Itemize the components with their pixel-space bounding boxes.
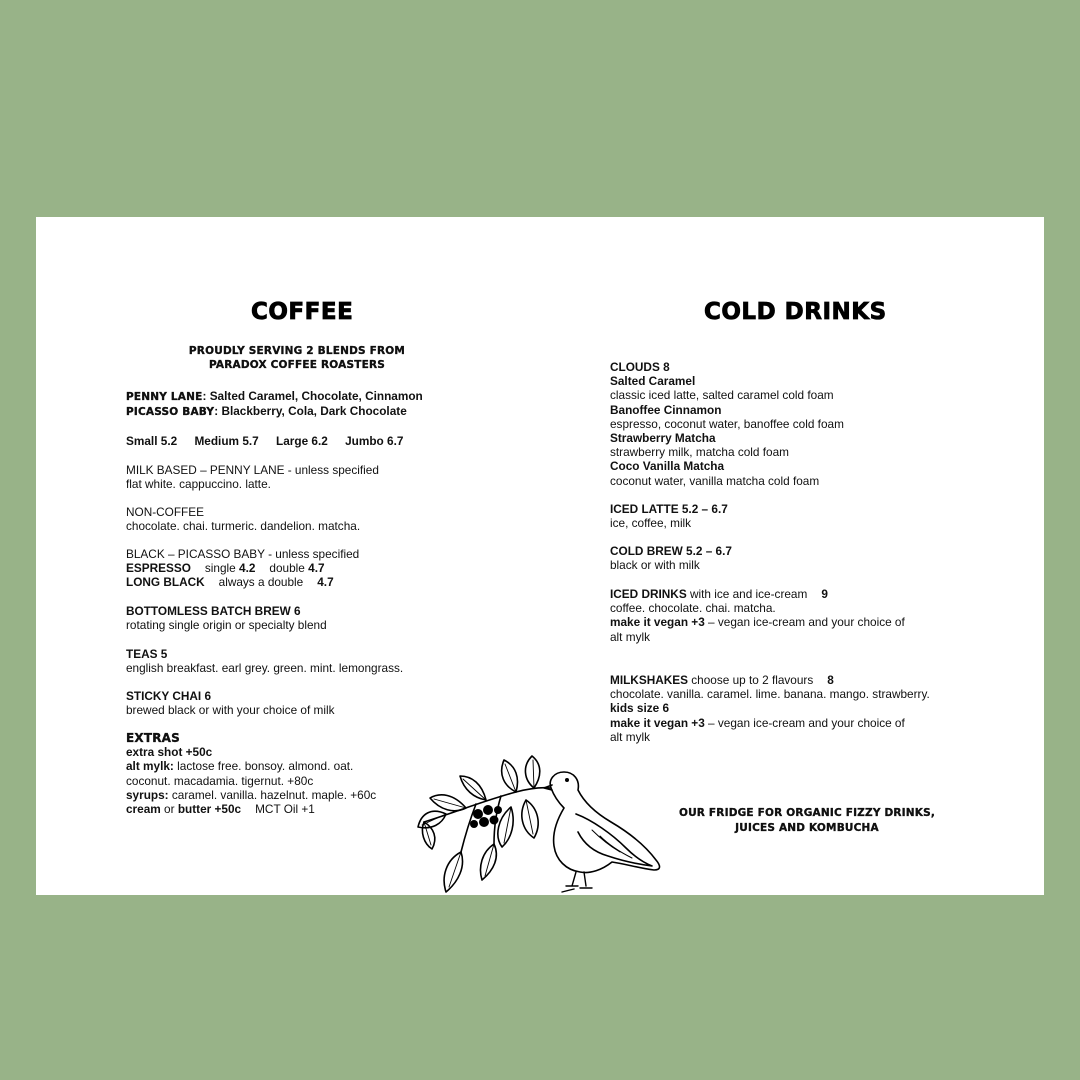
cold-brew-desc: black or with milk — [610, 558, 700, 573]
milk-based-items: flat white. cappuccino. latte. — [126, 477, 271, 492]
non-coffee-head: NON-COFFEE — [126, 505, 204, 519]
coffee-title: COFFEE — [251, 299, 354, 325]
milkshakes — [610, 673, 930, 744]
size-prices — [126, 434, 403, 448]
cloud-item-name: Banoffee Cinnamon — [610, 402, 722, 417]
iced-latte-desc: ice, coffee, milk — [610, 516, 692, 531]
tagline-line-1: PROUDLY SERVING 2 BLENDS FROM — [188, 345, 406, 357]
fridge-line-1: OUR FRIDGE FOR ORGANIC FIZZY DRINKS, — [678, 807, 936, 819]
cloud-item-desc: classic iced latte, salted caramel cold foam — [610, 388, 834, 403]
iced-drinks-price: 9 — [821, 587, 828, 601]
size-large: Large 6.2 — [276, 434, 328, 448]
sticky-chai — [126, 689, 335, 717]
pigeon-eye — [565, 778, 569, 782]
syrups: syrups: caramel. vanilla. hazelnut. maple. +60c — [126, 787, 377, 802]
teas — [126, 647, 403, 675]
iced-latte — [610, 502, 728, 530]
fridge-line-2: JUICES AND KOMBUCHA — [735, 822, 879, 834]
cold-drinks-title: COLD DRINKS — [704, 299, 887, 325]
milk-based — [126, 463, 379, 491]
leaf — [444, 852, 462, 892]
iced-drinks-items: coffee. chocolate. chai. matcha. — [610, 601, 776, 616]
cream-butter: cream or butter +50c MCT Oil +1 — [126, 802, 315, 817]
blend-penny-lane: PENNY LANE: Salted Caramel, Chocolate, Cinnamon — [126, 389, 423, 403]
cloud-item-desc: strawberry milk, matcha cold foam — [610, 445, 789, 460]
milkshakes-price: 8 — [827, 673, 834, 687]
cold-brew-head: COLD BREW 5.2 – 6.7 — [610, 544, 732, 558]
menu-card — [36, 217, 1044, 895]
black-note: – PICASSO BABY - unless specified — [164, 547, 360, 561]
clouds — [610, 360, 844, 488]
alt-mylk: alt mylk: lactose free. bonsoy. almond. oat. — [126, 759, 354, 774]
pigeon-body — [550, 772, 659, 873]
iced-latte-head: ICED LATTE 5.2 – 6.7 — [610, 502, 728, 516]
teas-items: english breakfast. earl grey. green. mint. lemongrass. — [126, 661, 404, 676]
milkshakes-kids: kids size 6 — [610, 701, 670, 716]
teas-head: TEAS — [126, 647, 158, 661]
iced-drinks-head: ICED DRINKS — [610, 587, 687, 601]
cloud-item-desc: coconut water, vanilla matcha cold foam — [610, 473, 820, 488]
milk-based-head: MILK BASED — [126, 463, 197, 477]
size-jumbo: Jumbo 6.7 — [345, 434, 404, 448]
extras — [126, 731, 376, 816]
milkshakes-vegan: make it vegan +3 – vegan ice-cream and your choice of — [610, 715, 905, 730]
iced-drinks-note: with ice and ice-cream — [686, 587, 808, 601]
fridge-note — [662, 806, 952, 836]
batch-brew — [126, 604, 327, 632]
branch-twig — [461, 804, 476, 852]
pigeon-wing — [576, 814, 652, 866]
alt-mylk-2: coconut. macadamia. tigernut. +80c — [126, 773, 314, 788]
cloud-item-desc: espresso, coconut water, banoffee cold foam — [610, 416, 844, 431]
leaf — [481, 844, 497, 880]
coffee-tagline — [166, 344, 428, 372]
batch-brew-head: BOTTOMLESS BATCH BREW — [126, 604, 291, 618]
espresso-row: ESPRESSO single 4.2 double 4.7 — [126, 561, 325, 576]
iced-drinks-vegan: make it vegan +3 – vegan ice-cream and your choice of — [610, 615, 905, 630]
extras-head: EXTRAS — [126, 731, 181, 745]
clouds-head: CLOUDS 8 — [610, 360, 670, 374]
batch-brew-price: 6 — [294, 604, 301, 618]
cloud-item-name: Strawberry Matcha — [610, 431, 716, 446]
size-medium: Medium 5.7 — [194, 434, 259, 448]
non-coffee — [126, 505, 360, 533]
teas-price: 5 — [160, 647, 168, 661]
milkshakes-note: choose up to 2 flavours — [688, 673, 814, 687]
iced-drinks-vegan-2: alt mylk — [610, 629, 650, 644]
pigeon-illustration — [416, 752, 666, 895]
extra-shot: extra shot +50c — [126, 745, 213, 760]
blend-picasso-baby: PICASSO BABY: Blackberry, Cola, Dark Chocolate — [126, 404, 407, 419]
milk-based-note: – PENNY LANE - unless specified — [196, 463, 379, 477]
tagline-line-2: PARADOX COFFEE ROASTERS — [208, 359, 386, 371]
pigeon-legs — [562, 872, 592, 892]
milkshakes-head: MILKSHAKES — [610, 673, 688, 687]
cold-brew — [610, 544, 732, 572]
milkshakes-items: chocolate. vanilla. caramel. lime. banana. mango. strawberry. — [610, 687, 930, 702]
black-head: BLACK — [126, 547, 165, 561]
iced-drinks — [610, 587, 905, 644]
black — [126, 547, 359, 590]
sticky-chai-desc: brewed black or with your choice of milk — [126, 703, 335, 718]
batch-brew-desc: rotating single origin or specialty blend — [126, 618, 327, 633]
sticky-chai-head: STICKY CHAI — [126, 689, 202, 703]
size-small: Small 5.2 — [126, 434, 178, 448]
non-coffee-items: chocolate. chai. turmeric. dandelion. matcha. — [126, 519, 361, 534]
long-black-row: LONG BLACK always a double 4.7 — [126, 575, 334, 590]
milkshakes-vegan-2: alt mylk — [610, 729, 650, 744]
cloud-item-name: Coco Vanilla Matcha — [610, 459, 725, 474]
blends — [126, 389, 423, 419]
cloud-item-name: Salted Caramel — [610, 374, 696, 389]
sticky-chai-price: 6 — [204, 689, 212, 703]
